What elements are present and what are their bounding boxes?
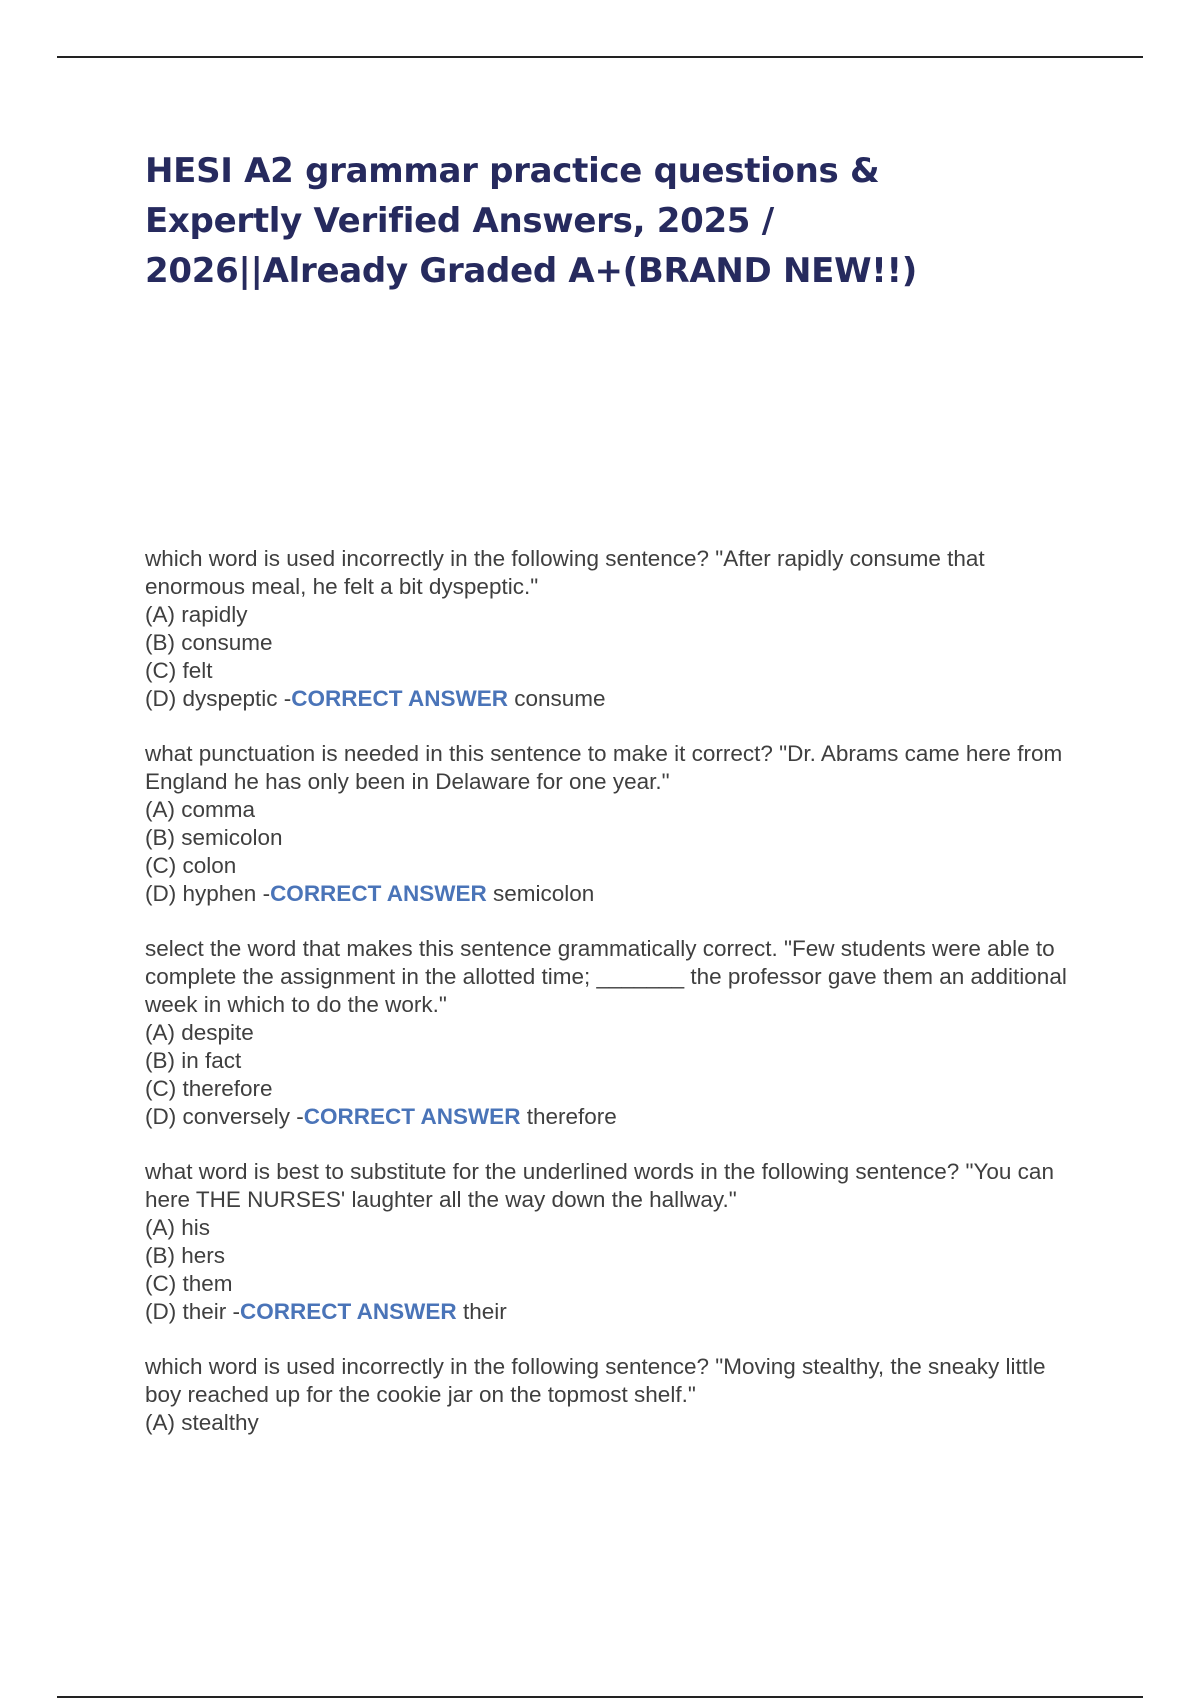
answer-option (145, 1298, 1085, 1326)
option-text: (B) in fact (145, 1048, 242, 1073)
answer-separator: - (256, 881, 271, 906)
option-text: (B) semicolon (145, 825, 283, 850)
answer-separator: - (290, 1104, 304, 1129)
option-text: (C) therefore (145, 1076, 273, 1101)
option-text: (C) them (145, 1271, 233, 1296)
correct-answer-label: CORRECT ANSWER (303, 1104, 521, 1129)
option-text: (A) his (145, 1215, 211, 1240)
answer-option (145, 1242, 1085, 1270)
question-text: which word is used incorrectly in the following sentence? "Moving stealthy, the sneaky little boy reached up for the cookie jar on the topmost shelf." (145, 1354, 1046, 1407)
option-text: (D) dyspeptic (145, 686, 278, 711)
option-text: (B) hers (145, 1243, 226, 1268)
document-title: HESI A2 grammar practice questions & Expertly Verified Answers, 2025 / 2026||Already Graded A+(BRAND NEW!!) (145, 151, 917, 291)
answer-option (145, 824, 1085, 852)
answer-option (145, 629, 1085, 657)
question-text: what word is best to substitute for the underlined words in the following sentence? "You can here THE NURSES' laughter all the way down the hallway." (145, 1159, 1054, 1212)
correct-answer-label: CORRECT ANSWER (291, 686, 508, 711)
answer-option (145, 1103, 1085, 1131)
answer-options (145, 796, 1085, 908)
answer-option (145, 685, 1085, 713)
question-block (145, 545, 1085, 713)
answer-option (145, 880, 1085, 908)
option-text: (A) comma (145, 797, 256, 822)
answer-options (145, 1214, 1085, 1326)
question-text: select the word that makes this sentence grammatically correct. "Few students were able to complete the assignment in the allotted time; _______ the professor gave them an additional week in which to do the work." (145, 936, 1067, 1017)
answer-option (145, 1214, 1085, 1242)
option-text: (C) colon (145, 853, 237, 878)
answer-separator: - (277, 686, 292, 711)
answer-option (145, 601, 1085, 629)
answer-options (145, 1409, 1085, 1437)
correct-answer-value: therefore (526, 1104, 617, 1129)
answer-options (145, 601, 1085, 713)
answer-option (145, 852, 1085, 880)
answer-option (145, 1075, 1085, 1103)
correct-answer-value: their (462, 1299, 507, 1324)
bottom-divider (57, 1696, 1143, 1698)
option-text: (D) their (145, 1299, 227, 1324)
option-text: (A) rapidly (145, 602, 248, 627)
question-block (145, 740, 1085, 908)
option-text: (C) felt (145, 658, 213, 683)
answer-options (145, 1019, 1085, 1131)
correct-answer-value: consume (514, 686, 606, 711)
option-text: (A) despite (145, 1020, 254, 1045)
answer-separator: - (226, 1299, 241, 1324)
answer-option (145, 1047, 1085, 1075)
question-text: what punctuation is needed in this sentence to make it correct? "Dr. Abrams came here from England he has only been in Delaware for one year." (145, 741, 1063, 794)
question-block (145, 935, 1085, 1131)
question-block (145, 1158, 1085, 1326)
answer-option (145, 1409, 1085, 1437)
option-text: (D) hyphen (145, 881, 257, 906)
question-block (145, 1353, 1085, 1437)
answer-option (145, 657, 1085, 685)
option-text: (A) stealthy (145, 1410, 259, 1435)
questions-list (145, 545, 1085, 1464)
answer-option (145, 796, 1085, 824)
option-text: (B) consume (145, 630, 273, 655)
top-divider (57, 56, 1143, 58)
question-text: which word is used incorrectly in the following sentence? "After rapidly consume that enormous meal, he felt a bit dyspeptic." (145, 546, 985, 599)
correct-answer-value: semicolon (493, 881, 595, 906)
answer-option (145, 1270, 1085, 1298)
correct-answer-label: CORRECT ANSWER (270, 881, 487, 906)
correct-answer-label: CORRECT ANSWER (240, 1299, 457, 1324)
answer-option (145, 1019, 1085, 1047)
option-text: (D) conversely (145, 1104, 291, 1129)
